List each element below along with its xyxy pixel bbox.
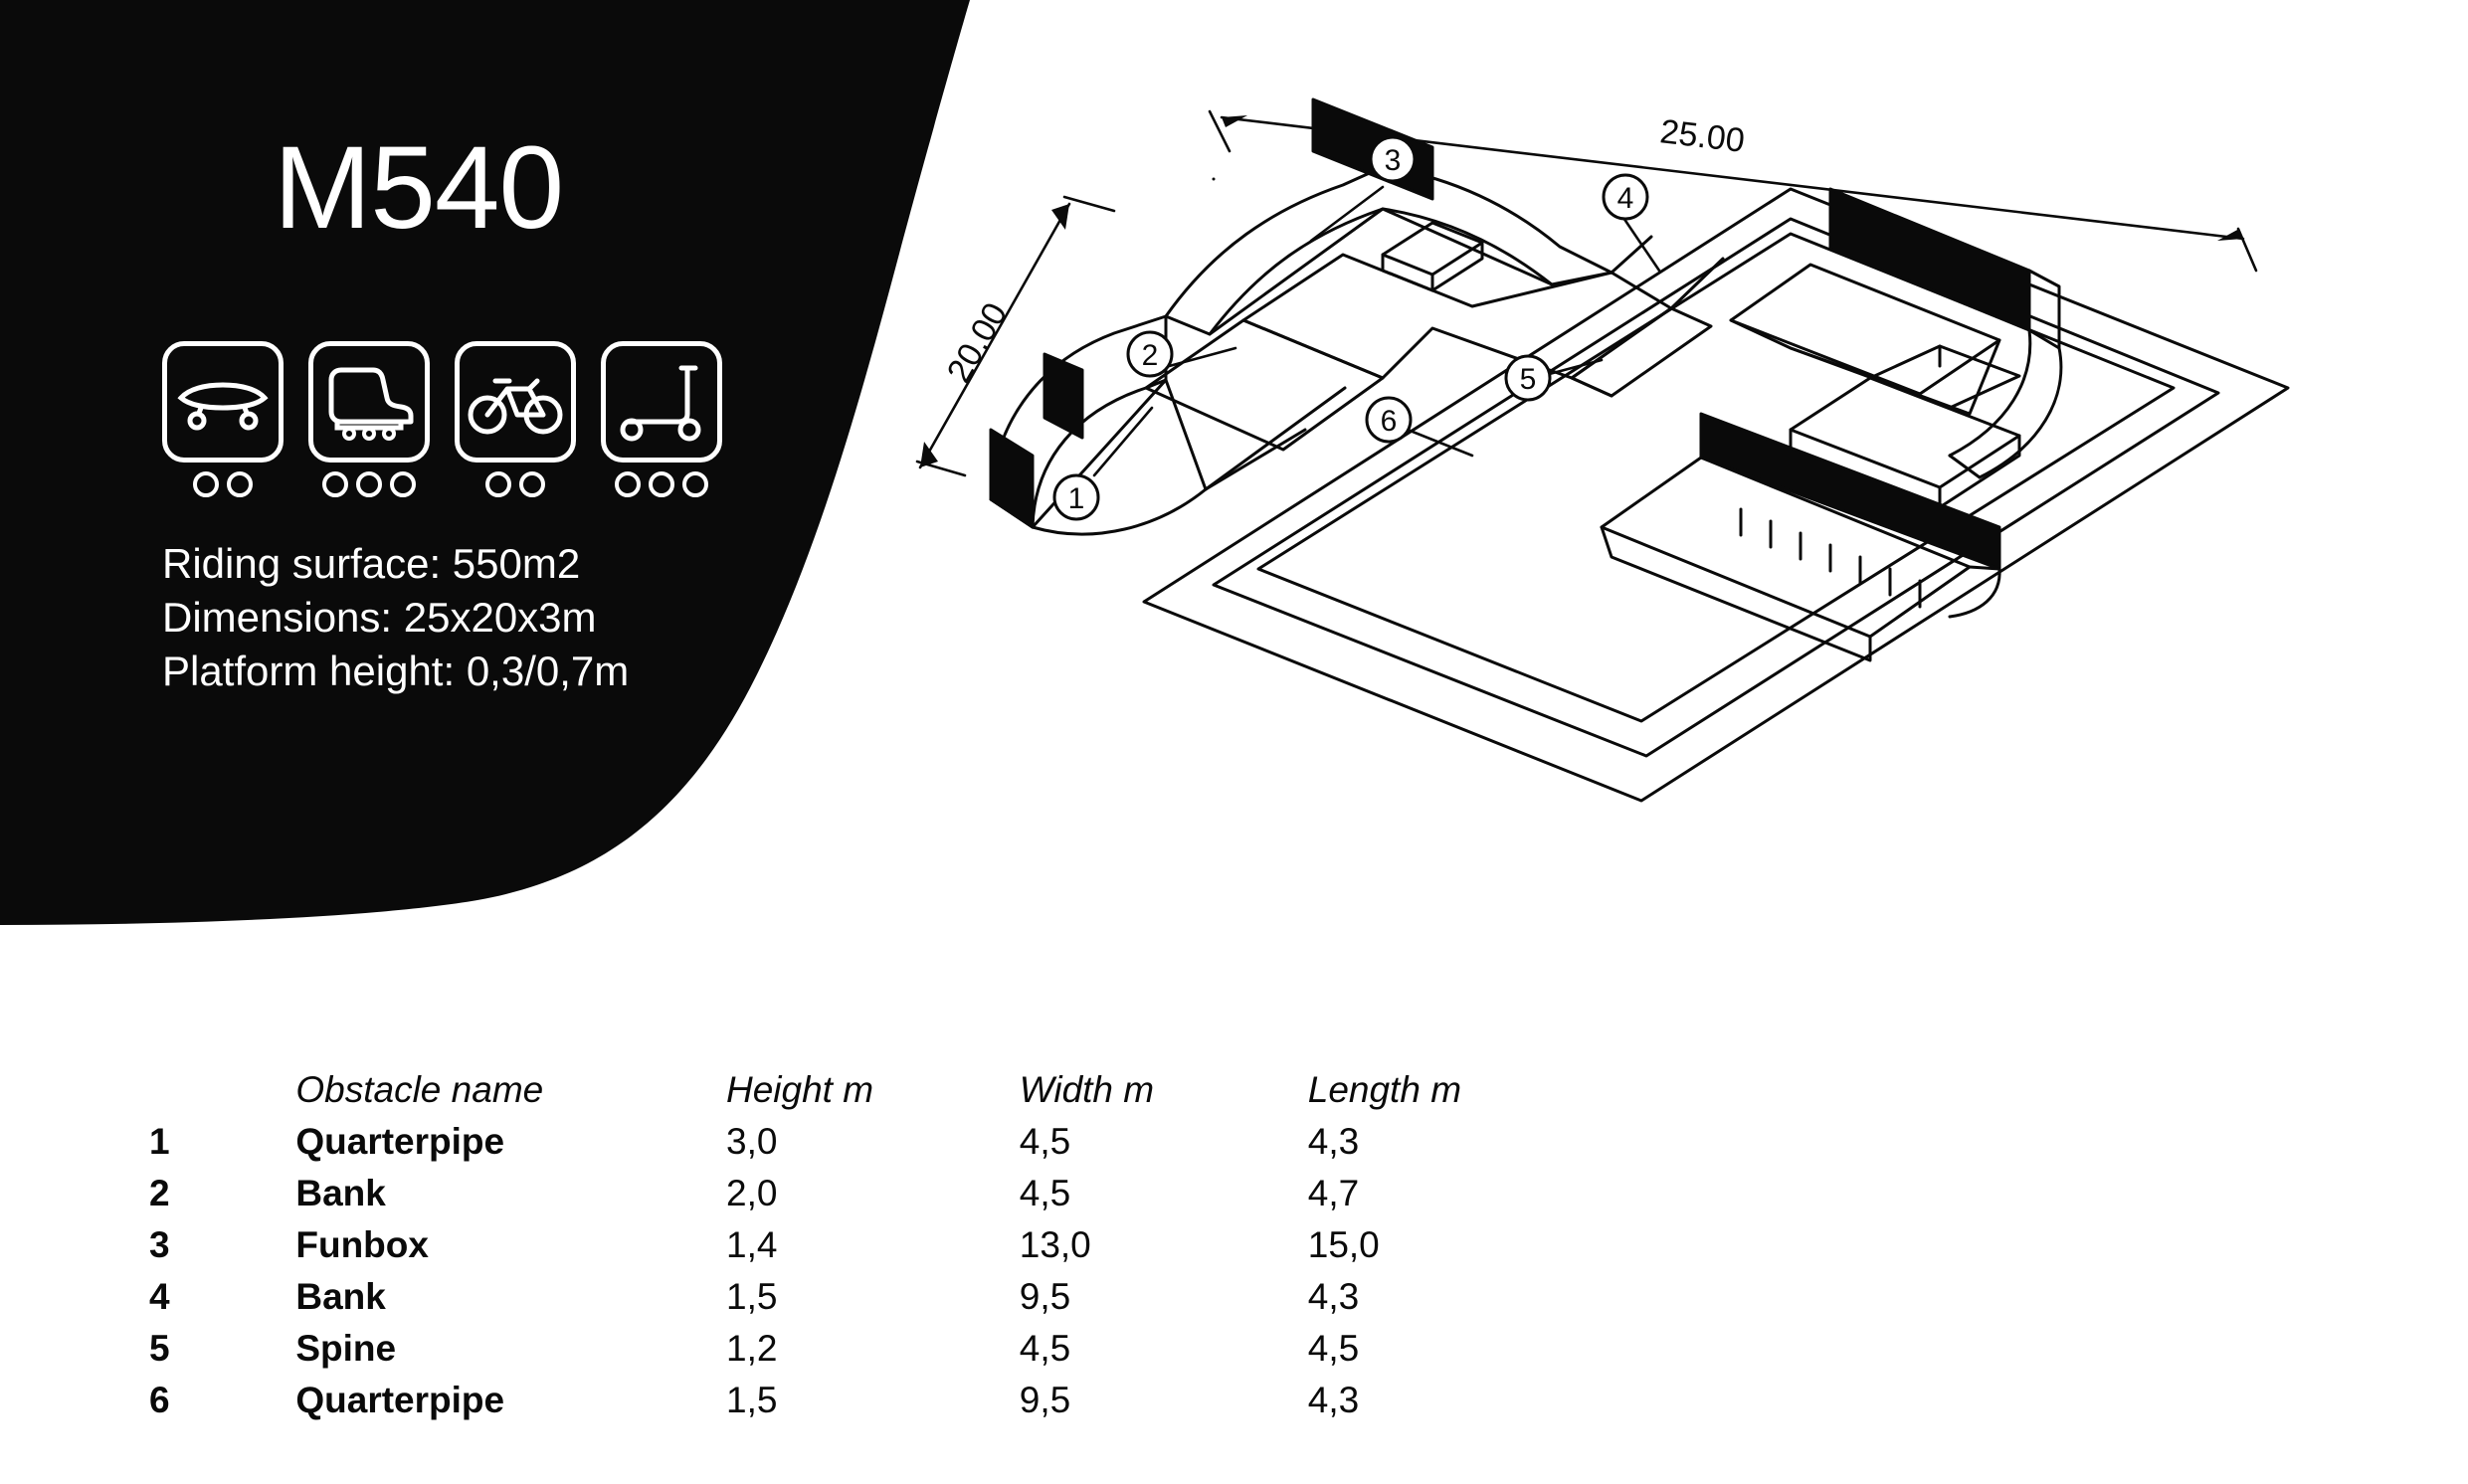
table-row — [149, 1276, 1592, 1328]
cell-length: 4,3 — [1307, 1276, 1360, 1317]
cell-width: 4,5 — [1019, 1121, 1071, 1162]
wheel-dot — [682, 471, 708, 497]
wheel-dot — [649, 471, 674, 497]
obstacle-table — [149, 1069, 1592, 1431]
activity-skateboard — [162, 341, 284, 497]
spec-platform-height: Platform height: 0,3/0,7m — [162, 647, 630, 694]
callout-label-5: 5 — [1519, 363, 1537, 396]
skateboard-icon-box — [162, 341, 284, 463]
dimension-left — [917, 197, 1114, 475]
callout-label-1: 1 — [1067, 482, 1085, 515]
cell-num: 4 — [149, 1276, 170, 1317]
kick-scooter-icon-box — [601, 341, 722, 463]
kick-scooter-icon — [616, 360, 707, 444]
cell-name: Bank — [295, 1173, 386, 1213]
cell-length: 15,0 — [1307, 1224, 1380, 1265]
cell-width: 4,5 — [1019, 1328, 1071, 1369]
cell-name: Quarterpipe — [295, 1121, 505, 1162]
table-row — [149, 1380, 1592, 1431]
cell-height: 1,5 — [726, 1276, 778, 1317]
table-row — [149, 1328, 1592, 1380]
cell-width: 4,5 — [1019, 1173, 1071, 1213]
dimension-top-label: 25.00 — [1657, 112, 1747, 160]
cell-height: 3,0 — [726, 1121, 778, 1162]
cell-num: 5 — [149, 1328, 170, 1369]
inline-skate-icon-box — [308, 341, 430, 463]
spec-dimensions: Dimensions: 25x20x3m — [162, 593, 597, 641]
skatepark-drawing-svg — [915, 60, 2447, 935]
leader-1 — [1094, 408, 1152, 475]
cell-length: 4,5 — [1307, 1328, 1360, 1369]
table-row — [149, 1173, 1592, 1224]
wheel-dot — [519, 471, 545, 497]
cell-length: 4,3 — [1307, 1380, 1360, 1420]
cell-width: 13,0 — [1019, 1224, 1091, 1265]
skatepark-isometric-drawing — [915, 60, 2447, 935]
activity-inline-skate — [308, 341, 430, 497]
header-length: Length m — [1307, 1069, 1462, 1110]
cell-name: Bank — [295, 1276, 386, 1317]
wheel-dot — [485, 471, 511, 497]
wheel-dot — [227, 471, 253, 497]
header-height: Height m — [726, 1069, 874, 1110]
cell-name: Quarterpipe — [295, 1380, 505, 1420]
cell-name: Funbox — [295, 1224, 429, 1265]
bmx-bike-icon-box — [455, 341, 576, 463]
cell-num: 1 — [149, 1121, 170, 1162]
obstacle-6-quarterpipe — [1602, 414, 1999, 660]
table-header-row — [149, 1069, 1592, 1121]
spec-list — [162, 537, 629, 697]
callout-bubbles — [1054, 137, 1647, 519]
ground-inner-2 — [1258, 234, 2174, 721]
callout-label-2: 2 — [1141, 339, 1159, 372]
wheel-dot — [356, 471, 382, 497]
cell-width: 9,5 — [1019, 1276, 1071, 1317]
cell-height: 2,0 — [726, 1173, 778, 1213]
bmx-wheel-count — [485, 471, 545, 497]
skateboard-wheel-count — [193, 471, 253, 497]
cell-length: 4,3 — [1307, 1121, 1360, 1162]
inline-skate-wheel-count — [322, 471, 416, 497]
callout-label-6: 6 — [1380, 405, 1398, 438]
wheel-dot — [390, 471, 416, 497]
cell-height: 1,4 — [726, 1224, 778, 1265]
header-width: Width m — [1019, 1069, 1155, 1110]
dimension-left-label: 20.00 — [939, 296, 1016, 389]
obstacle-2-bank — [1146, 320, 1383, 489]
cell-num: 3 — [149, 1224, 170, 1265]
cell-height: 1,5 — [726, 1380, 778, 1420]
cell-num: 2 — [149, 1173, 170, 1213]
callout-label-3: 3 — [1384, 144, 1402, 177]
bmx-bike-icon — [466, 367, 565, 437]
cell-name: Spine — [295, 1328, 397, 1369]
callout-label-4: 4 — [1616, 182, 1634, 215]
cell-length: 4,7 — [1307, 1173, 1360, 1213]
inline-skate-icon — [323, 362, 415, 442]
table-row — [149, 1121, 1592, 1173]
wheel-dot — [615, 471, 641, 497]
activity-scooter — [601, 341, 722, 497]
table-row — [149, 1224, 1592, 1276]
header-name: Obstacle name — [295, 1069, 544, 1110]
scooter-wheel-count — [615, 471, 708, 497]
cell-num: 6 — [149, 1380, 170, 1420]
activity-icons — [162, 341, 722, 497]
cell-width: 9,5 — [1019, 1380, 1071, 1420]
wheel-dot — [322, 471, 348, 497]
spec-riding-surface: Riding surface: 550m2 — [162, 540, 581, 587]
cell-height: 1,2 — [726, 1328, 778, 1369]
skateboard-icon — [175, 372, 271, 432]
wheel-dot — [193, 471, 219, 497]
page-title: M540 — [274, 122, 564, 254]
activity-bmx — [455, 341, 576, 497]
